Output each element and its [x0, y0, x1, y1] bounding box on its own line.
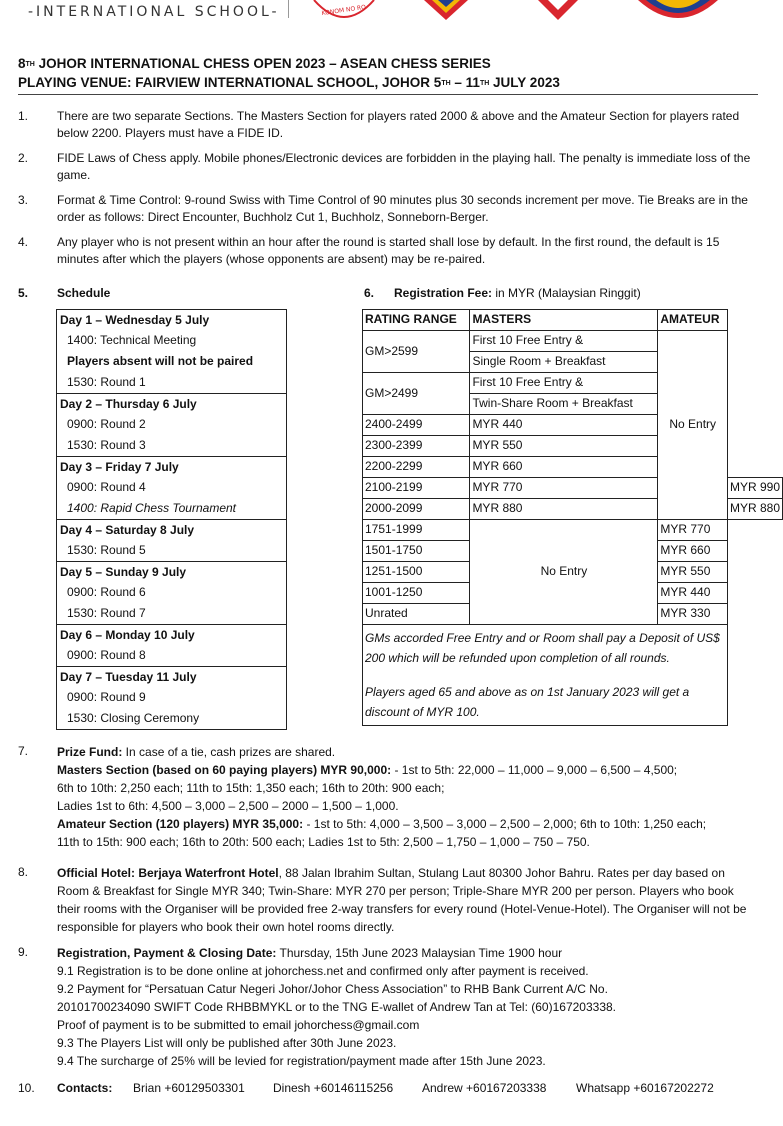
schedule-event-row: 1530: Closing Ceremony: [67, 711, 200, 726]
schedule-event-row: 0900: Round 4: [67, 480, 146, 495]
schedule-table: [56, 309, 287, 730]
fee-row: 2300-2399 MYR 550: [363, 436, 783, 457]
school-name: -INTERNATIONAL SCHOOL-: [28, 4, 280, 20]
schedule-day-row: Day 7 – Tuesday 11 July: [57, 667, 287, 688]
fee-row-gm2599-b: Single Room + Breakfast: [363, 352, 783, 373]
contact-brian: Brian +60129503301: [133, 1081, 245, 1095]
fee-row: 2100-2199 MYR 770 MYR 990: [363, 478, 783, 499]
schedule-day-row: Day 3 – Friday 7 July: [57, 457, 287, 478]
fee-row-gm2499-b: Twin-Share Room + Breakfast: [363, 394, 783, 415]
fee-row: 1001-1250 MYR 440: [363, 583, 783, 604]
contact-whatsapp: Whatsapp +60167202272: [576, 1081, 714, 1095]
fee-row: 2400-2499 MYR 440: [363, 415, 783, 436]
fee-notes: [363, 625, 783, 726]
fees-number: 6.: [364, 286, 375, 300]
schedule-event-row: 0900: Round 6: [67, 585, 146, 600]
schedule-day-row: Day 2 – Thursday 6 July: [57, 394, 287, 415]
schedule-number: 5.: [18, 286, 29, 300]
schedule-day-row: Day 5 – Sunday 9 July: [57, 562, 287, 583]
fees-heading-line: Registration Fee: in MYR (Malaysian Ringgit): [394, 286, 641, 300]
rule-item: 1. There are two separate Sections. The Masters Section for players rated 2000 & above and the Amateur Section for players rated below 2200. Players must have a FIDE ID.: [18, 109, 740, 141]
fee-row: 2200-2299 MYR 660: [363, 457, 783, 478]
title-line-2: PLAYING VENUE: FAIRVIEW INTERNATIONAL SCHOOL, JOHOR 5TH – 11TH JULY 2023: [18, 75, 560, 90]
schedule-event-row: 1400: Rapid Chess Tournament: [67, 501, 236, 516]
fee-row-gm2499: GM>2499 First 10 Free Entry &: [363, 373, 783, 394]
schedule-event-row: 1530: Round 3: [67, 438, 146, 453]
fee-row: 1251-1500 MYR 550: [363, 562, 783, 583]
schedule-event-row: 1530: Round 7: [67, 606, 146, 621]
school-crest-logo-icon: [312, 0, 376, 22]
svg-text:KONOM NO RO: KONOM NO RO: [321, 3, 367, 18]
schedule-event-row: 0900: Round 9: [67, 690, 146, 705]
schedule-day-row: Day 6 – Monday 10 July: [57, 625, 287, 646]
col-masters: MASTERS: [470, 310, 658, 331]
col-rating-range: RATING RANGE: [363, 310, 470, 331]
fee-row: Unrated MYR 330: [363, 604, 783, 625]
registration-fee-table: [362, 309, 783, 726]
registration-section: 9. Registration, Payment & Closing Date: Thursday, 15th June 2023 Malaysian Time 1900 hour 9.1 Registration is to be done online at johorchess.net and confirmed only after payment is received. 9.2 Payment for “Persatuan Catur Negeri Johor/Johor Chess Association” to RHB Bank Current A/C No. 20101700234090 SWIFT Code RHBBMYKL or to the TNG E-wallet of Andrew Tan at Tel: (60)167203338. Proof of payment is to be submitted to email johorchess@gmail.com 9.3 The Players List will only be published after 30th June 2023. 9.4 The surcharge of 25% will be levied for registration/payment made after 15th June 2023.: [18, 945, 616, 1068]
senior-discount-note: Players aged 65 and above as on 1st January 2023 will get a discount of MYR 100.: [365, 685, 690, 719]
contact-dinesh: Dinesh +60146115256: [273, 1081, 394, 1095]
title-line-1: 8TH JOHOR INTERNATIONAL CHESS OPEN 2023 – ASEAN CHESS SERIES: [18, 56, 491, 71]
schedule-event-row: Players absent will not be paired: [67, 354, 254, 369]
contact-andrew: Andrew +60167203338: [422, 1081, 547, 1095]
fee-row: 1751-1999 No Entry MYR 770: [363, 520, 783, 541]
schedule-event-row: 0900: Round 8: [67, 648, 146, 663]
col-amateur: AMATEUR: [658, 310, 728, 331]
schedule-day-row: Day 4 – Saturday 8 July: [57, 520, 287, 541]
schedule-event-row: 1530: Round 5: [67, 543, 146, 558]
asean-series-logo-icon: [636, 0, 720, 22]
fee-row: 2000-2099 MYR 880 MYR 880: [363, 499, 783, 520]
rule-item: 4. Any player who is not present within an hour after the round is started shall lose by default. In the first round, the default is 15 minutes after which the players (whose opponents are absent) may be re-paired.: [18, 235, 720, 267]
contacts-section: 10. Contacts: Brian +60129503301 Dinesh +60146115256 Andrew +60167203338 Whatsapp +60167202272: [18, 1080, 760, 1098]
gm-deposit-note: GMs accorded Free Entry and or Room shall pay a Deposit of US$ 200 which will be refunded upon completion of all rounds.: [365, 631, 720, 665]
fee-row-gm2599: GM>2599 First 10 Free Entry & No Entry: [363, 331, 783, 352]
page-title: [18, 54, 560, 92]
title-divider: [18, 94, 758, 95]
schedule-day-row: Day 1 – Wednesday 5 July: [60, 312, 210, 327]
schedule-event-row: 1530: Round 1: [67, 375, 146, 390]
rule-item: 2. FIDE Laws of Chess apply. Mobile phones/Electronic devices are forbidden in the playing hall. The penalty is immediate loss of the game.: [18, 151, 751, 183]
schedule-event-row: 1400: Technical Meeting: [67, 333, 197, 348]
schedule-heading: Schedule: [57, 286, 111, 300]
prize-fund-section: 7. Prize Fund: In case of a tie, cash prizes are shared. Masters Section (based on 60 paying players) MYR 90,000: - 1st to 5th: 22,000 – 11,000 – 9,000 – 6,500 – 4,500; 6th to 10th: 2,250 each; 11th to 15th: 1,350 each; 16th to 20th: 900 each; Ladies 1st to 6th: 4,500 – 3,000 – 2,500 – 2000 – 1,500 – 1,000. Amateur Section (120 players) MYR 35,000: - 1st to 5th: 4,000 – 3,500 – 3,000 – 2,500 – 2,000; 6th to 10th: 1,250 each; 11th to 15th: 900 each; 16th to 20th: 500 each; Ladies 1st to 5th: 2,500 – 1,750 – 1,000 – 750 – 750.: [18, 744, 707, 849]
association-shield-logo-icon: [420, 0, 472, 22]
masters-no-entry: No Entry: [470, 520, 658, 625]
rule-item: 3. Format & Time Control: 9-round Swiss with Time Control of 90 minutes plus 30 seconds increment per move. Tie Breaks are in the order as follows: Direct Encounter, Buchholz Cut 1, Buchholz, Sonneborn-Berger.: [18, 193, 748, 225]
fee-header-row: [363, 310, 783, 331]
header-strip: [0, 0, 768, 46]
header-divider: [288, 0, 289, 18]
official-hotel-section: 8. Official Hotel: Berjaya Waterfront Hotel, 88 Jalan Ibrahim Sultan, Stulang Laut 80300 Johor Bahru. Rates per day based on Room & Breakfast for Single MYR 340; Twin-Share: MYR 270 per person; Triple-Share MYR 200 per person. Players who book their rooms with the Organiser will be provided free 2-way transfers for every round (Hotel-Venue-Hotel). The Organiser will not be responsible for players who book their own hotel rooms directly.: [18, 865, 747, 934]
fee-row: 1501-1750 MYR 660: [363, 541, 783, 562]
amateur-no-entry: No Entry: [658, 331, 728, 520]
state-emblem-logo-icon: [532, 0, 584, 22]
schedule-event-row: 0900: Round 2: [67, 417, 146, 432]
